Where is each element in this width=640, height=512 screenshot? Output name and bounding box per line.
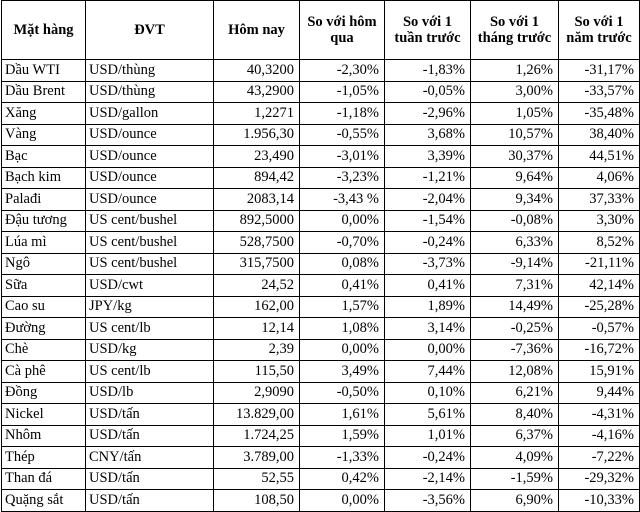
cell-unit: US cent/bushel: [86, 253, 214, 275]
cell-unit: US cent/lb: [86, 361, 214, 383]
cell-commodity: Đường: [2, 318, 86, 340]
table-row: [2, 253, 640, 275]
cell-commodity: Đồng: [2, 382, 86, 404]
cell-change-year: -4,31%: [559, 404, 640, 426]
cell-change-year: -21,11%: [559, 253, 640, 275]
cell-change-month: 30,37%: [471, 146, 559, 168]
cell-change-day: -3,01%: [300, 146, 385, 168]
cell-change-week: 0,10%: [385, 382, 471, 404]
cell-price-today: 892,5000: [214, 210, 300, 232]
cell-unit: JPY/kg: [86, 296, 214, 318]
cell-change-year: 38,40%: [559, 124, 640, 146]
cell-unit: USD/tấn: [86, 490, 214, 512]
cell-change-day: -0,55%: [300, 124, 385, 146]
table-row: [2, 296, 640, 318]
cell-unit: USD/tấn: [86, 468, 214, 490]
cell-unit: USD/cwt: [86, 275, 214, 297]
cell-change-year: 8,52%: [559, 232, 640, 254]
cell-change-week: 3,39%: [385, 146, 471, 168]
cell-change-year: -33,57%: [559, 81, 640, 103]
cell-price-today: 1,2271: [214, 103, 300, 125]
cell-unit: USD/lb: [86, 382, 214, 404]
table-row: [2, 361, 640, 383]
cell-commodity: Nhôm: [2, 425, 86, 447]
cell-change-month: 3,00%: [471, 81, 559, 103]
cell-commodity: Quặng sắt: [2, 490, 86, 512]
cell-unit: CNY/tấn: [86, 447, 214, 469]
cell-price-today: 1.724,25: [214, 425, 300, 447]
table-row: [2, 60, 640, 82]
cell-change-day: -3,23%: [300, 167, 385, 189]
cell-change-month: 6,21%: [471, 382, 559, 404]
cell-change-month: -9,14%: [471, 253, 559, 275]
header-today: Hôm nay: [214, 1, 300, 60]
cell-price-today: 162,00: [214, 296, 300, 318]
cell-change-day: 0,08%: [300, 253, 385, 275]
header-unit: ĐVT: [86, 1, 214, 60]
table-row: [2, 189, 640, 211]
cell-change-week: -2,04%: [385, 189, 471, 211]
cell-unit: US cent/bushel: [86, 210, 214, 232]
cell-price-today: 24,52: [214, 275, 300, 297]
cell-unit: USD/ounce: [86, 189, 214, 211]
header-commodity: Mặt hàng: [2, 1, 86, 60]
cell-change-year: -29,32%: [559, 468, 640, 490]
cell-change-month: 9,34%: [471, 189, 559, 211]
cell-unit: US cent/lb: [86, 318, 214, 340]
cell-change-week: -1,54%: [385, 210, 471, 232]
cell-price-today: 115,50: [214, 361, 300, 383]
cell-commodity: Lúa mì: [2, 232, 86, 254]
table-row: [2, 146, 640, 168]
cell-change-week: -0,24%: [385, 447, 471, 469]
cell-price-today: 43,2900: [214, 81, 300, 103]
cell-change-day: -1,18%: [300, 103, 385, 125]
cell-change-month: 6,37%: [471, 425, 559, 447]
cell-change-year: -31,17%: [559, 60, 640, 82]
cell-change-month: 6,33%: [471, 232, 559, 254]
table-row: [2, 490, 640, 512]
cell-change-day: 0,42%: [300, 468, 385, 490]
cell-commodity: Cà phê: [2, 361, 86, 383]
cell-unit: USD/tấn: [86, 404, 214, 426]
table-row: [2, 382, 640, 404]
cell-change-day: -1,33%: [300, 447, 385, 469]
table-row: [2, 425, 640, 447]
cell-change-day: -2,30%: [300, 60, 385, 82]
cell-change-month: 6,90%: [471, 490, 559, 512]
cell-change-week: 1,89%: [385, 296, 471, 318]
header-vs-week: So với 1 tuần trước: [385, 1, 471, 60]
cell-change-day: 1,08%: [300, 318, 385, 340]
cell-price-today: 528,7500: [214, 232, 300, 254]
table-row: [2, 103, 640, 125]
table-header-row: [2, 1, 640, 60]
cell-price-today: 52,55: [214, 468, 300, 490]
cell-change-month: 1,26%: [471, 60, 559, 82]
cell-change-year: 15,91%: [559, 361, 640, 383]
cell-change-month: 1,05%: [471, 103, 559, 125]
table-row: [2, 318, 640, 340]
table-row: [2, 210, 640, 232]
header-vs-month: So với 1 tháng trước: [471, 1, 559, 60]
cell-change-week: 5,61%: [385, 404, 471, 426]
cell-unit: USD/ounce: [86, 146, 214, 168]
cell-commodity: Chè: [2, 339, 86, 361]
cell-price-today: 12,14: [214, 318, 300, 340]
cell-unit: USD/tấn: [86, 425, 214, 447]
cell-change-year: 4,06%: [559, 167, 640, 189]
cell-change-month: 12,08%: [471, 361, 559, 383]
table-row: [2, 167, 640, 189]
cell-price-today: 2,39: [214, 339, 300, 361]
cell-commodity: Bạch kim: [2, 167, 86, 189]
table-row: [2, 468, 640, 490]
cell-change-month: 9,64%: [471, 167, 559, 189]
cell-change-month: 14,49%: [471, 296, 559, 318]
table-row: [2, 339, 640, 361]
cell-change-day: 1,57%: [300, 296, 385, 318]
cell-commodity: Dầu Brent: [2, 81, 86, 103]
cell-change-month: 7,31%: [471, 275, 559, 297]
cell-unit: USD/ounce: [86, 124, 214, 146]
cell-price-today: 315,7500: [214, 253, 300, 275]
cell-change-day: 0,00%: [300, 339, 385, 361]
table-row: [2, 447, 640, 469]
cell-change-week: 1,01%: [385, 425, 471, 447]
cell-change-week: -0,24%: [385, 232, 471, 254]
cell-unit: US cent/bushel: [86, 232, 214, 254]
cell-change-year: 37,33%: [559, 189, 640, 211]
cell-change-day: 0,00%: [300, 210, 385, 232]
cell-unit: USD/gallon: [86, 103, 214, 125]
cell-change-year: 9,44%: [559, 382, 640, 404]
cell-change-day: -3,43 %: [300, 189, 385, 211]
cell-commodity: Đậu tương: [2, 210, 86, 232]
cell-change-month: -7,36%: [471, 339, 559, 361]
cell-price-today: 3.789,00: [214, 447, 300, 469]
table-row: [2, 404, 640, 426]
cell-change-year: 3,30%: [559, 210, 640, 232]
cell-change-year: -4,16%: [559, 425, 640, 447]
cell-change-year: -0,57%: [559, 318, 640, 340]
cell-change-week: 7,44%: [385, 361, 471, 383]
cell-unit: USD/kg: [86, 339, 214, 361]
cell-change-day: 1,59%: [300, 425, 385, 447]
cell-change-week: -2,96%: [385, 103, 471, 125]
cell-unit: USD/thùng: [86, 81, 214, 103]
cell-change-month: 8,40%: [471, 404, 559, 426]
cell-change-day: 3,49%: [300, 361, 385, 383]
cell-commodity: Than đá: [2, 468, 86, 490]
cell-unit: USD/thùng: [86, 60, 214, 82]
cell-price-today: 2,9090: [214, 382, 300, 404]
cell-price-today: 1.956,30: [214, 124, 300, 146]
cell-commodity: Cao su: [2, 296, 86, 318]
cell-change-month: -1,59%: [471, 468, 559, 490]
cell-price-today: 2083,14: [214, 189, 300, 211]
header-vs-yesterday: So với hôm qua: [300, 1, 385, 60]
cell-price-today: 40,3200: [214, 60, 300, 82]
cell-change-week: 0,00%: [385, 339, 471, 361]
cell-change-month: -0,25%: [471, 318, 559, 340]
cell-change-day: 0,41%: [300, 275, 385, 297]
cell-change-day: 1,61%: [300, 404, 385, 426]
table-row: [2, 124, 640, 146]
cell-change-day: 0,00%: [300, 490, 385, 512]
cell-change-year: 44,51%: [559, 146, 640, 168]
cell-change-year: -35,48%: [559, 103, 640, 125]
cell-change-year: -10,33%: [559, 490, 640, 512]
cell-commodity: Ngô: [2, 253, 86, 275]
cell-price-today: 894,42: [214, 167, 300, 189]
cell-change-day: -0,50%: [300, 382, 385, 404]
cell-price-today: 13.829,00: [214, 404, 300, 426]
cell-commodity: Palađi: [2, 189, 86, 211]
cell-unit: USD/ounce: [86, 167, 214, 189]
cell-change-year: -25,28%: [559, 296, 640, 318]
cell-change-week: -3,56%: [385, 490, 471, 512]
cell-commodity: Vàng: [2, 124, 86, 146]
cell-commodity: Bạc: [2, 146, 86, 168]
cell-change-month: 10,57%: [471, 124, 559, 146]
cell-change-week: 3,68%: [385, 124, 471, 146]
cell-change-week: -3,73%: [385, 253, 471, 275]
cell-commodity: Xăng: [2, 103, 86, 125]
cell-change-day: -0,70%: [300, 232, 385, 254]
header-vs-year: So với 1 năm trước: [559, 1, 640, 60]
cell-change-week: -0,05%: [385, 81, 471, 103]
cell-commodity: Sữa: [2, 275, 86, 297]
cell-commodity: Nickel: [2, 404, 86, 426]
cell-change-week: 0,41%: [385, 275, 471, 297]
cell-change-day: -1,05%: [300, 81, 385, 103]
cell-change-week: -2,14%: [385, 468, 471, 490]
table-row: [2, 232, 640, 254]
cell-change-week: 3,14%: [385, 318, 471, 340]
cell-change-year: -16,72%: [559, 339, 640, 361]
cell-commodity: Thép: [2, 447, 86, 469]
cell-price-today: 108,50: [214, 490, 300, 512]
cell-commodity: Dầu WTI: [2, 60, 86, 82]
cell-change-month: 4,09%: [471, 447, 559, 469]
cell-change-week: -1,83%: [385, 60, 471, 82]
commodity-price-table: [1, 0, 640, 512]
cell-change-year: -7,22%: [559, 447, 640, 469]
cell-change-month: -0,08%: [471, 210, 559, 232]
table-row: [2, 81, 640, 103]
cell-change-year: 42,14%: [559, 275, 640, 297]
cell-price-today: 23,490: [214, 146, 300, 168]
cell-change-week: -1,21%: [385, 167, 471, 189]
table-row: [2, 275, 640, 297]
